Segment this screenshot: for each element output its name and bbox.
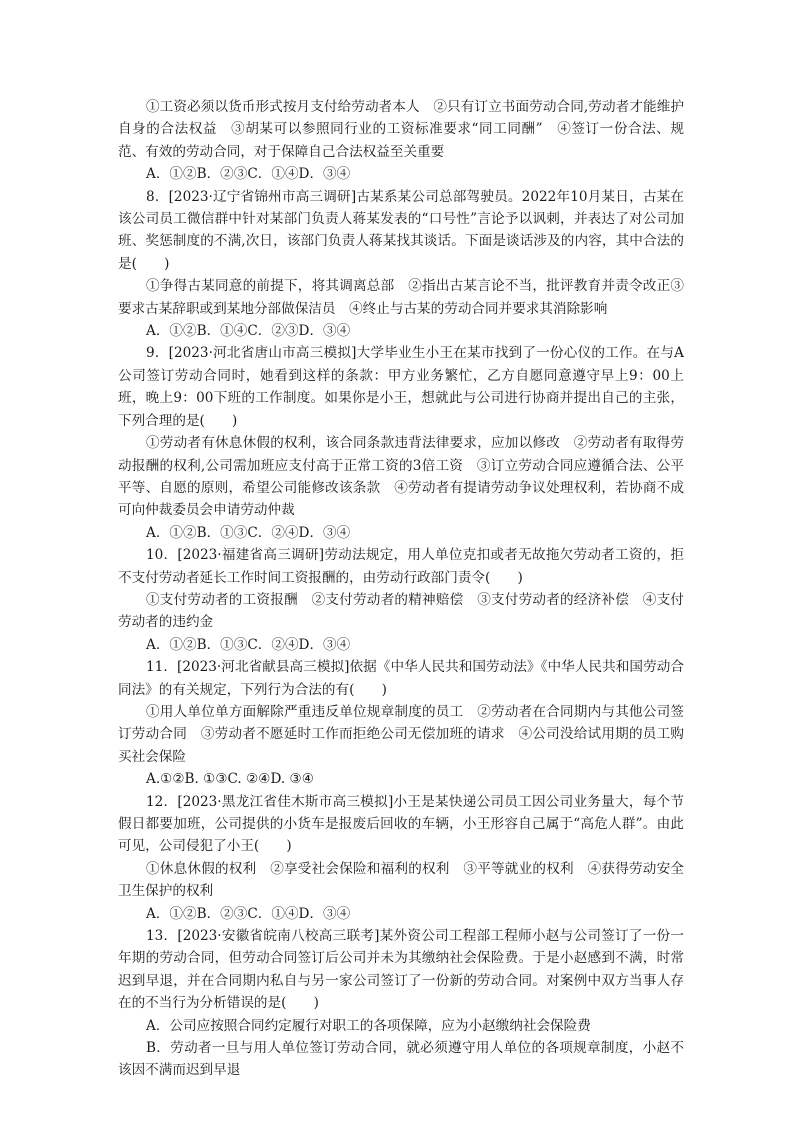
q8-options: A．①②B．①④C．②③D．③④ [146,323,351,340]
q12-choices: ①休息休假的权利 ②享受社会保险和福利的权利 ③平等就业的权利 ④获得劳动安全卫生保护的权利 [118,860,684,900]
q12-stem: 12．[2023·黑龙江省佳木斯市高三模拟]小王是某快递公司员工因公司业务量大，每个节假日都要加班，公司提供的小货车是报废后回收的车辆，小王形容自己属于“高危人群”。由此可见，公司侵犯了小王( ) [118,793,684,855]
q9-choices: ①劳动者有休息休假的权利，该合同条款违背法律要求，应加以修改 ②劳动者有取得劳动报酬的权利,公司需加班应支付高于正常工资的3倍工资 ③订立劳动合同应遵循合法、公平平等、自愿的原则，希望公司能修改该条款 ④劳动者有提请劳动争议处理权利，若协商不成可向仲裁委员会申请劳动仲裁 [118,435,684,519]
q13-choice-a: A．公司应按照合同约定履行对职工的各项保障，应为小赵缴纳社会保险费 [146,1017,591,1034]
q10-choices: ①支付劳动者的工资报酬 ②支付劳动者的精神赔偿 ③支付劳动者的经济补偿 ④支付劳动者的违约金 [118,591,684,631]
q7-options: A．①②B．②③C．①④D．③④ [146,166,351,183]
q10-options: A．①②B．①③C．②④D．③④ [146,636,351,653]
q9-stem: 9．[2023·河北省唐山市高三模拟]大学毕业生小王在某市找到了一份心仪的工作。在与A公司签订劳动合同时，她看到这样的条款：甲方业务繁忙，乙方自愿同意遵守早上9：00上班，晚上9：00下班的工作制度。如果你是小王，想就此与公司进行协商并提出自己的主张，下列合理的是( ) [118,345,684,429]
q13-choice-b: B．劳动者一旦与用人单位签订劳动合同，就必须遵守用人单位的各项规章制度，小赵不该因不满而迟到早退 [118,1040,684,1079]
question-list [118,96,684,1082]
q11-options: A.①②B. ①③C. ②④D. ③④ [146,771,314,788]
q8-choices: ①争得古某同意的前提下，将其调离总部 ②指出古某言论不当，批评教育并责令改正③要求古某辞职或到某地分部做保洁员 ④终止与古某的劳动合同并要求其消除影响 [118,278,684,317]
q9-options: A．①②B．①③C．②④D．③④ [146,524,351,541]
q7-choices: ①工资必须以货币形式按月支付给劳动者本人 ②只有订立书面劳动合同,劳动者才能维护自身的合法权益 ③胡某可以参照同行业的工资标准要求“同工同酬” ④签订一份合法、规范、有效的劳动合同，对于保障自己合法权益至关重要 [118,99,684,160]
q11-choices: ①用人单位单方面解除严重违反单位规章制度的员工 ②劳动者在合同期内与其他公司签订劳动合同 ③劳动者不愿延时工作而拒绝公司无偿加班的请求 ④公司没给试用期的员工购买社会保险 [118,703,684,765]
q8-stem: 8．[2023·辽宁省锦州市高三调研]古某系某公司总部驾驶员。2022年10月某日，古某在该公司员工微信群中针对某部门负责人蒋某发表的“口号性”言论予以讽刺，并表达了对公司加班、奖惩制度的不满,次日，该部门负责人蒋某找其谈话。下面是谈话涉及的内容，其中合法的是( ) [118,188,684,272]
q11-stem: 11．[2023·河北省献县高三模拟]依据《中华人民共和国劳动法》《中华人民共和国劳动合同法》的有关规定，下列行为合法的有( ) [118,659,684,698]
q13-stem: 13．[2023·安徽省皖南八校高三联考]某外资公司工程部工程师小赵与公司签订了一份一年期的劳动合同，但劳动合同签订后公司并未为其缴纳社会保险费。于是小赵感到不满，时常迟到早退，并在合同期内私自与另一家公司签订了一份新的劳动合同。对案例中双方当事人存在的不当行为分析错误的是( ) [118,928,684,1012]
q10-stem: 10．[2023·福建省高三调研]劳动法规定，用人单位克扣或者无故拖欠劳动者工资的，拒不支付劳动者延长工作时间工资报酬的，由劳动行政部门责令( ) [118,547,684,586]
q12-options: A．①②B．②③C．①④D．③④ [146,905,351,922]
